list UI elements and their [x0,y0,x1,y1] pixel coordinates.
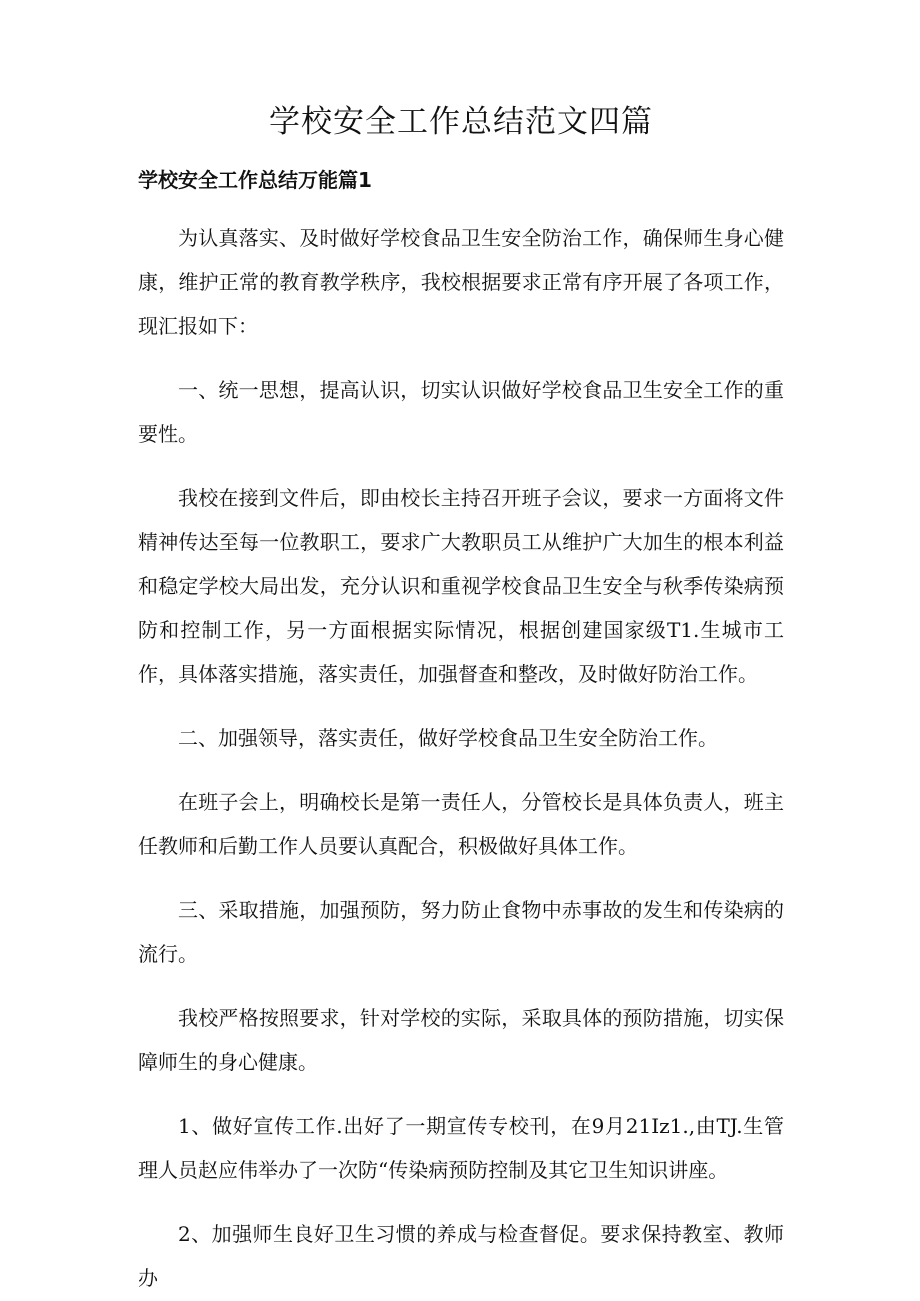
paragraph-point-one-heading: 一、统一思想，提高认识，切实认识做好学校食品卫生安全工作的重要性。 [138,378,784,446]
paragraph-measure-two: 2、加强师生良好卫生习惯的养成与检查督促。要求保持教室、教师办 [138,1222,784,1290]
paragraph-intro: 为认真落实、及时做好学校食品卫生安全防治工作，确保师生身心健康，维护正常的教育教学秩序，我校根据要求正常有序开展了各项工作，现汇报如下： [138,226,784,338]
paragraph-point-three-body: 我校严格按照要求，针对学校的实际，采取具体的预防措施，切实保障师生的身心健康。 [138,1006,784,1074]
document-title: 学校安全工作总结范文四篇 [269,104,653,140]
paragraph-point-two-heading: 二、加强领导，落实责任，做好学校食品卫生安全防治工作。 [178,726,718,750]
paragraph-point-three-heading: 三、采取措施，加强预防，努力防止食物中赤事故的发生和传染病的流行。 [138,898,784,966]
paragraph-point-one-body: 我校在接到文件后，即由校长主持召开班子会议，要求一方面将文件精神传达至每一位教职工，要求广大教职员工从维护广大加生的根本利益和稳定学校大局出发，充分认识和重视学校食品卫生安全与秋季传染病预防和控制工作，另一方面根据实际情况，根据创建国家级T1.生城市工作，具体落实措施，落实责任，加强督查和整改，及时做好防治工作。 [138,486,784,686]
paragraph-measure-one: 1、做好宣传工作.出好了一期宣传专校刊，在9月21Iz1.,由TJ.生管理人员赵应伟举办了一次防“传染病预防控制及其它卫生知识讲座。 [138,1114,784,1182]
paragraph-point-two-body: 在班子会上，明确校长是第一责任人，分管校长是具体负责人，班主任教师和后勤工作人员要认真配合，积极做好具体工作。 [138,790,784,858]
section-heading: 学校安全工作总结万能篇1 [138,168,372,192]
